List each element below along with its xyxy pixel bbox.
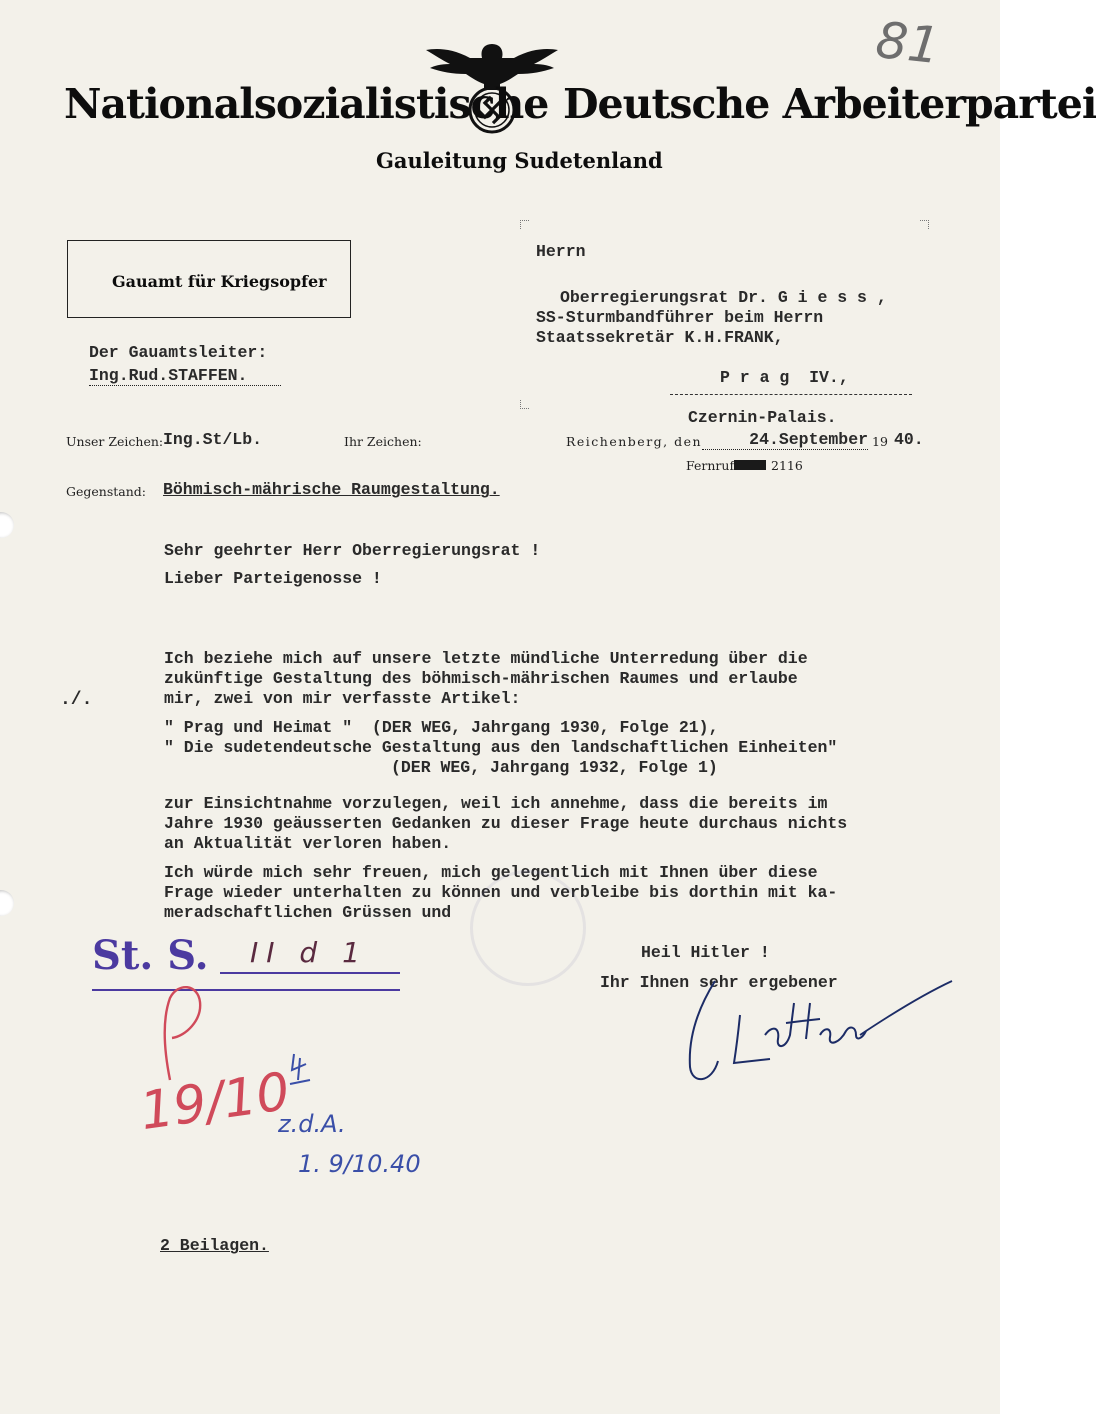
body-p1-line1: Ich beziehe mich auf unsere letzte mündliche Unterredung über die	[164, 649, 808, 668]
our-ref-value: Ing.St/Lb.	[163, 430, 263, 449]
recipient-city: P r a g IV.,	[720, 368, 849, 387]
window-corner-tr	[920, 220, 929, 229]
window-corner-tl	[520, 220, 529, 229]
year-value: 40.	[894, 430, 924, 449]
date-value: 24.September	[702, 430, 868, 450]
red-handwritten-stroke	[150, 980, 230, 1090]
sender-role: Der Gauamtsleiter:	[89, 343, 268, 362]
body-p1-line2: zukünftige Gestaltung des böhmisch-mährischen Raumes und erlaube	[164, 669, 798, 688]
greeting-line2: Lieber Parteigenosse !	[164, 569, 382, 588]
letterhead-left: Nationalsozialistische	[64, 80, 549, 128]
body-p2-line1: zur Einsichtnahme vorzulegen, weil ich annehme, dass die bereits im	[164, 794, 828, 813]
year-prefix: 19	[872, 434, 888, 449]
body-p2-line2: Jahre 1930 geäusserten Gedanken zu dieser Frage heute durchaus nichts	[164, 814, 848, 833]
punch-hole-bottom	[0, 890, 14, 916]
recipient-salutation: Herrn	[536, 242, 586, 261]
body-p1-line3: mir, zwei von mir verfasste Artikel:	[164, 689, 521, 708]
our-ref-label: Unser Zeichen:	[66, 434, 164, 449]
margin-mark: ./.	[60, 690, 93, 710]
blue-handwritten-date: 1. 9/10.40	[298, 1150, 421, 1178]
place-label: Reichenberg, den	[566, 434, 703, 449]
registry-stamp-handwritten: II d 1	[250, 936, 368, 969]
recipient-rule	[670, 394, 912, 395]
phone-label: Fernruf	[686, 458, 735, 473]
letterhead-right: Deutsche Arbeiterpartei	[563, 80, 1096, 128]
recipient-line1: Oberregierungsrat Dr. G i e s s ,	[560, 288, 887, 307]
body-p3-line3: meradschaftlichen Grüssen und	[164, 903, 452, 922]
recipient-line2: SS-Sturmbandführer beim Herrn	[536, 308, 824, 327]
body-article2: " Die sudetendeutsche Gestaltung aus den landschaftlichen Einheiten"	[164, 738, 838, 757]
greeting-line1: Sehr geehrter Herr Oberregierungsrat !	[164, 541, 541, 560]
registry-stamp-bottom-rule	[92, 989, 400, 991]
sender-name: Ing.Rud.STAFFEN.	[89, 366, 281, 386]
red-handwritten-date: 19/10	[136, 1061, 294, 1143]
registry-stamp-underline	[220, 972, 400, 974]
signature-drawing	[660, 975, 960, 1095]
blue-initial-mark	[286, 1050, 316, 1090]
faint-round-stamp	[470, 870, 586, 986]
body-p2-line3: an Aktualität verloren haben.	[164, 834, 452, 853]
enclosures: 2 Beilagen.	[160, 1236, 269, 1255]
your-ref-label: Ihr Zeichen:	[344, 434, 422, 449]
recipient-street: Czernin-Palais.	[688, 408, 837, 427]
body-article2-source: (DER WEG, Jahrgang 1932, Folge 1)	[391, 758, 718, 777]
body-article1: " Prag und Heimat " (DER WEG, Jahrgang 1930, Folge 21),	[164, 718, 719, 737]
letterhead-subtitle: Gauleitung Sudetenland	[376, 148, 663, 173]
punch-hole-top	[0, 512, 14, 538]
closing-line2: Ihr Ihnen sehr ergebener	[600, 973, 838, 992]
office-box-title: Gauamt für Kriegsopfer	[112, 272, 327, 291]
phone-number: 2116	[771, 458, 803, 473]
body-p3-line1: Ich würde mich sehr freuen, mich gelegentlich mit Ihnen über diese	[164, 863, 818, 882]
recipient-line3: Staatssekretär K.H.FRANK,	[536, 328, 784, 347]
phone-redaction	[734, 460, 766, 470]
subject-label: Gegenstand:	[66, 484, 146, 499]
registry-stamp-prefix: St. S.	[92, 932, 209, 979]
closing-line1: Heil Hitler !	[641, 943, 770, 962]
subject-value: Böhmisch-mährische Raumgestaltung.	[163, 480, 500, 499]
body-p3-line2: Frage wieder unterhalten zu können und verbleibe bis dorthin mit ka-	[164, 883, 838, 902]
archive-number: 81	[873, 10, 943, 76]
window-corner-bl	[520, 400, 529, 409]
blue-handwritten-mark: z.d.A.	[278, 1110, 346, 1138]
